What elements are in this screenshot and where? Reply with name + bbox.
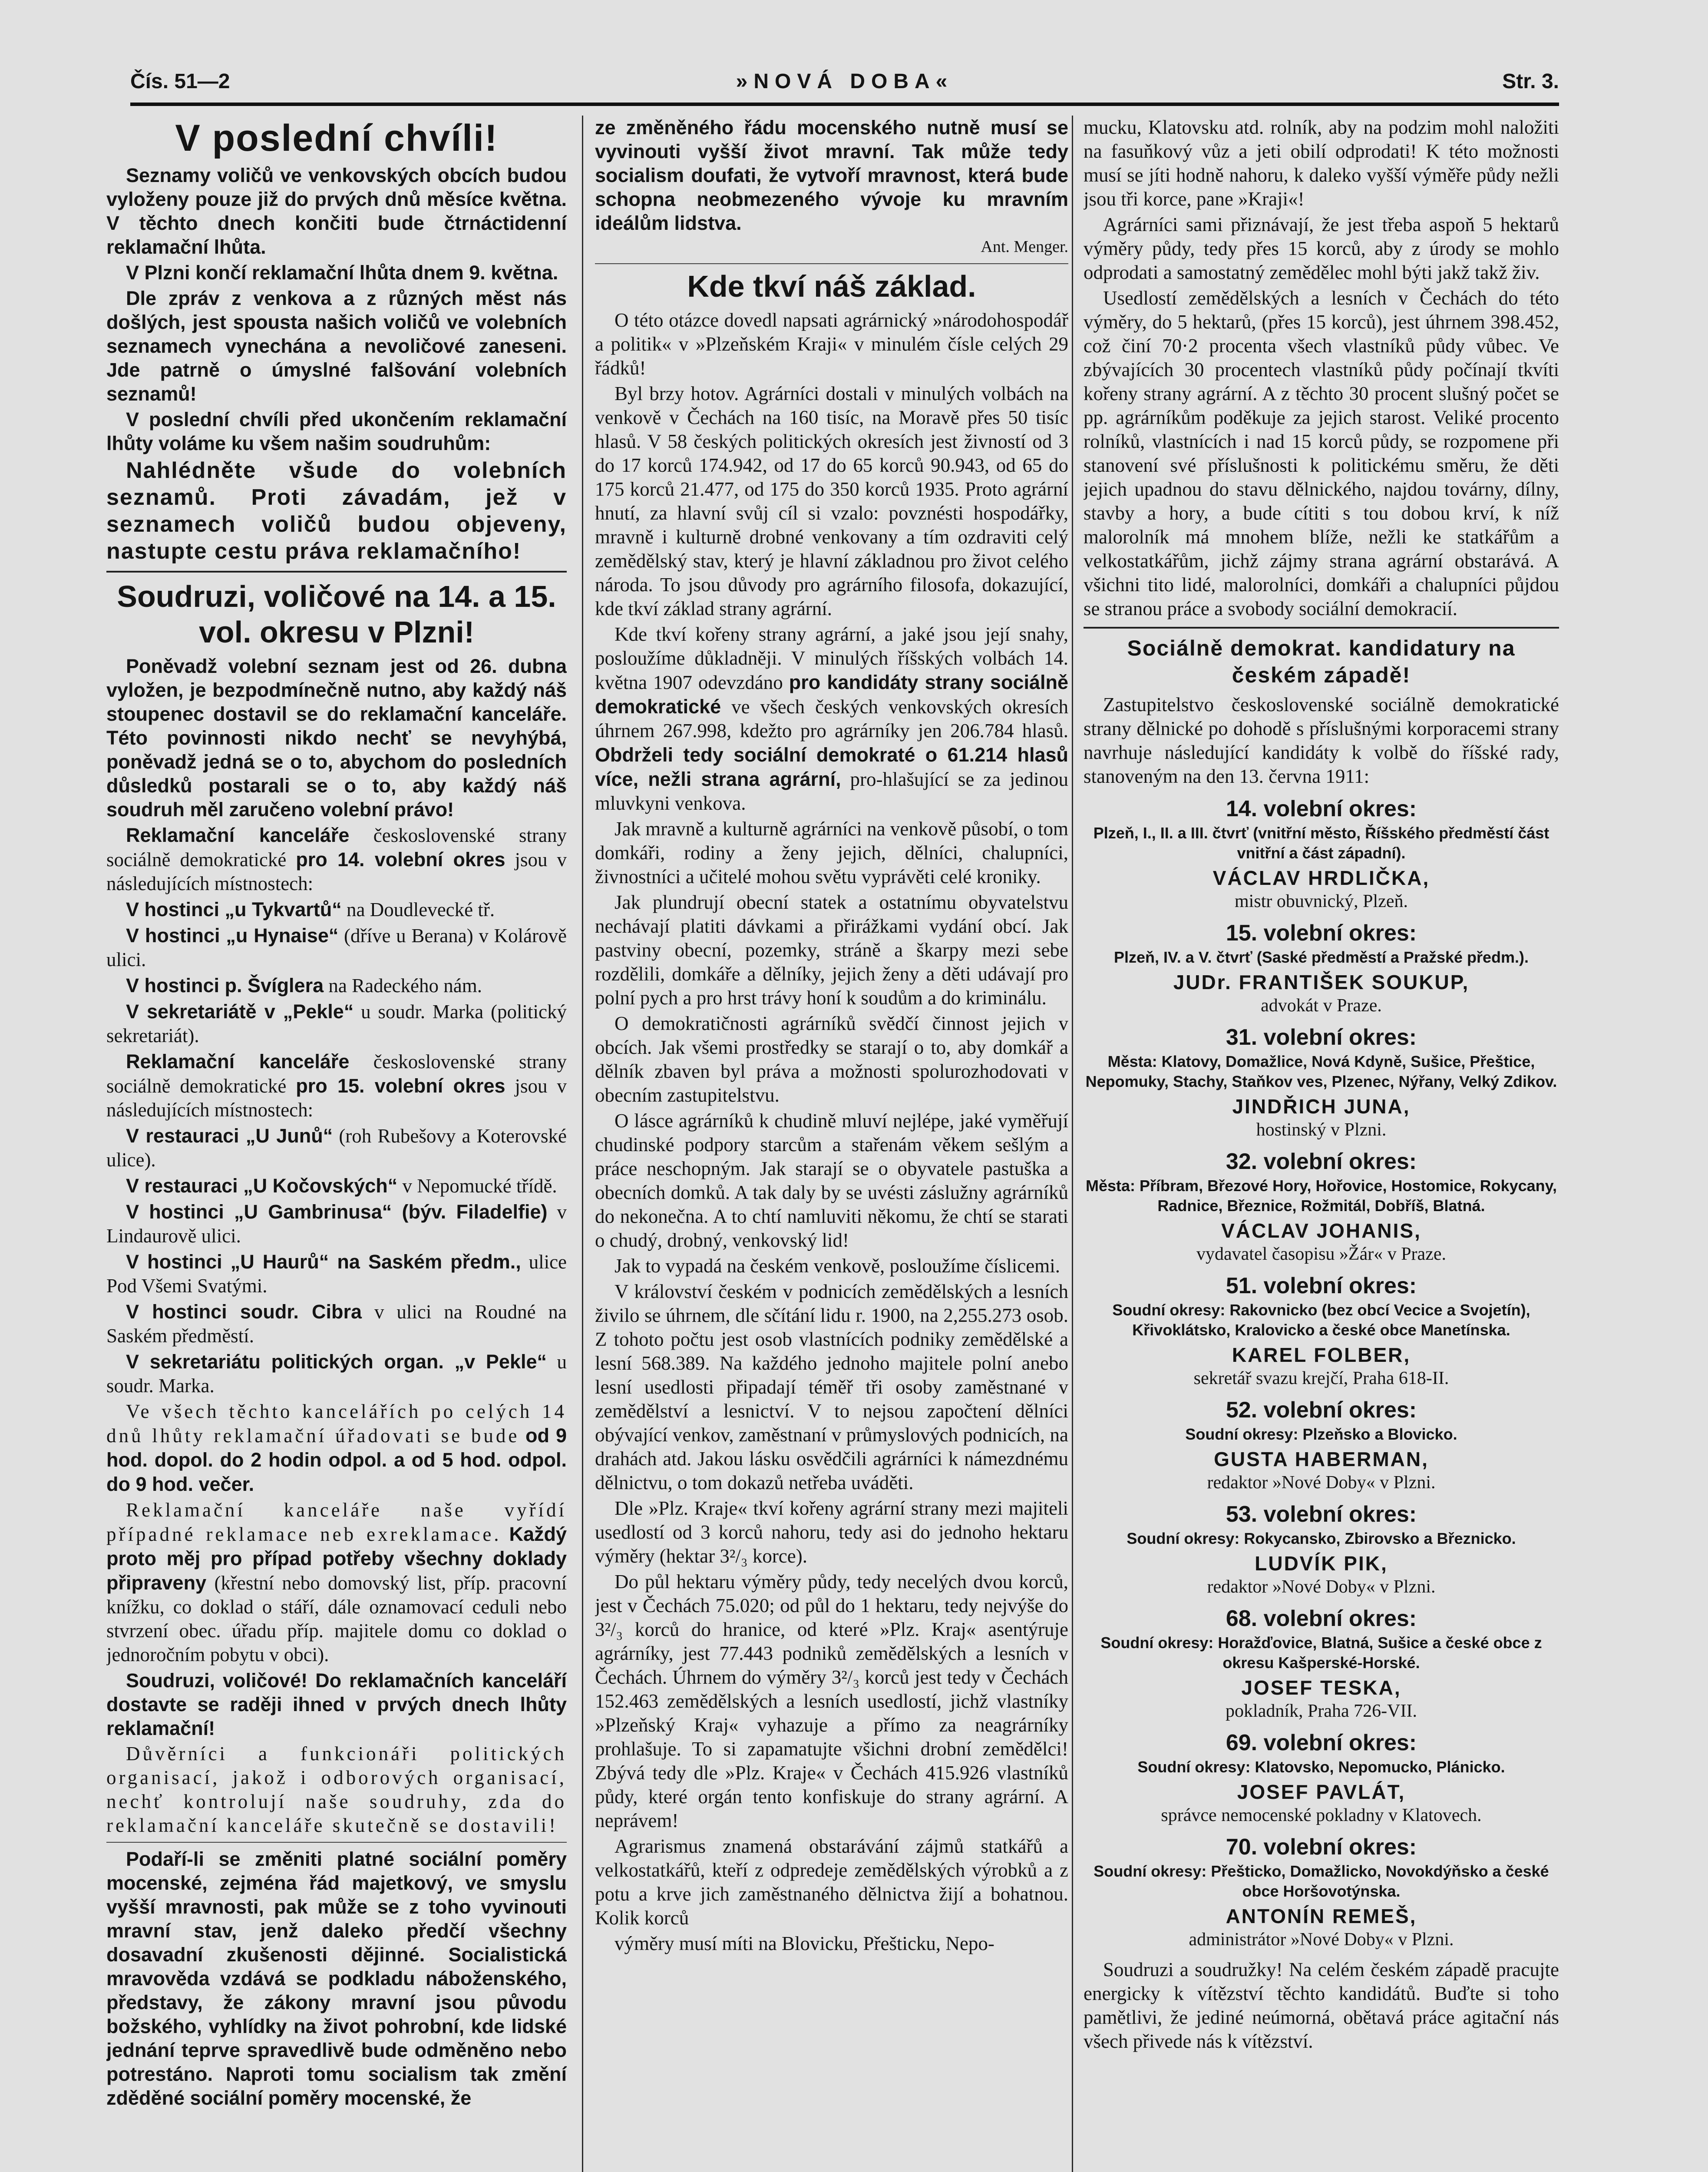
venue-name: V sekretariátu politických organ. „v Pekle“	[126, 1351, 547, 1373]
issue-number: Čís. 51—2	[130, 70, 230, 93]
paragraph: Do půl hektaru výměry půdy, tedy necelých dvou korců, jest v Čechách 75.020; od půl do 1 hektaru, tedy nejvýše do 3²/₃ korců do hranice, od které »Plz. Kraj« asentýruje agrárníky, jest 77.443 podniků zemědělských a lesních v Čechách. Úhrnem do výměry 3²/₃ korců jest tedy v Čechách 152.463 zemědělských a lesních usedlostí, jichž vlastníky »Plzeňský Kraj« vyhazuje a přímo za neagrárníky prohlašuje. To si zapamatujte všichni drobní zemědělci! Zbývá tedy dle »Plz. Kraje« v Čechách 415.926 vlastníků půdy, které orgán tento konfiskuje do strany agrární. A neprávem!	[595, 1571, 1068, 1831]
paragraph: Soudruzi a soudružky! Na celém českém západě pracujte energicky k vítězství těchto kandidátů. Buďte si toho pamětlivi, že jediné neúmorná, obětavá práce agitační nás všech přivede nás k vítězství.	[1084, 1959, 1559, 2052]
paragraph: Soudruzi, voličové! Do reklamačních kanceláří dostavte se raději ihned v prvých dnech lhůty reklamační!	[106, 1669, 567, 1739]
candidate-occupation: vydavatel časopisu »Žár« v Praze.	[1196, 1244, 1446, 1264]
paragraph	[106, 1498, 567, 1667]
list-item	[106, 1124, 567, 1172]
district-title: 15. volební okres:	[1226, 920, 1417, 946]
district-title: 69. volební okres:	[1226, 1730, 1417, 1755]
paragraph: O demokratičnosti agrárníků svědčí činnost jejich v obcích. Jak všemi prostředky se starají o to, aby domkář a dělník zbaven byl práva a možnosti spolurozhodovati v obecním zastupitelstvu.	[595, 1013, 1068, 1106]
district-area: Soudní okresy: Přešticko, Domažlicko, Novokdýňsko a české obce Horšovotýnska.	[1094, 1862, 1549, 1900]
venue-name: V hostinci „u Hynaise“	[126, 924, 339, 947]
candidate-name: GUSTA HABERMAN,	[1214, 1448, 1429, 1470]
inline-bold: od 9 hod. dopol. do 2 hodin odpol. a od 5 hod. odpol. do 9 hod. večer.	[106, 1424, 567, 1495]
paragraph: mucku, Klatovsku atd. rolník, aby na podzim mohl naložiti na fasuňkový vůz a jeti obilí odprodati! K této možnosti musí se jíti hodně nahoru, k daleko vyšší výměře půdy nežli jsou tři korce, pane »Kraji«!	[1084, 116, 1559, 210]
candidate-name: VÁCLAV JOHANIS,	[1221, 1219, 1421, 1242]
district-title: 31. volební okres:	[1226, 1025, 1417, 1050]
inline-text: (křestní nebo domovský list, příp. pracovní knížku, co doklad o stáří, dále oznamovací ceduli nebo stvrzení obec. úřadu příp. majitele domu co doklad o jednoročním pobytu v obci).	[106, 1572, 567, 1665]
inline-bold: Reklamační kanceláře	[126, 1050, 350, 1073]
district-title: 14. volební okres:	[1226, 796, 1417, 821]
list-item	[106, 973, 567, 998]
venue-address: (dříve u Berana) v Kolárově ulici.	[106, 925, 567, 970]
inline-text: československé strany sociálně demokratické	[106, 824, 567, 871]
district-title: 70. volební okres:	[1226, 1834, 1417, 1860]
paragraph: výměry musí míti na Blovicku, Přešticku, Nepo-	[614, 1933, 994, 1954]
paragraph: Poněvadž volební seznam jest od 26. dubna vyložen, je bezpodmínečně nutno, aby každý náš stoupenec dostavil se do reklamační kanceláře. Této povinnosti nikdo nechť se nevyhýbá, poněvadž jedná se o to, abychom do posledních důsledků postarali se o to, aby každý náš soudruh měl zaručeno volební právo!	[106, 655, 567, 821]
venue-address: v Lindaurově ulici.	[106, 1201, 567, 1247]
paragraph	[595, 622, 1068, 815]
venue-name: V hostinci p. Švíglera	[126, 974, 324, 997]
district-title: 68. volební okres:	[1226, 1606, 1417, 1631]
candidate-occupation: redaktor »Nové Doby« v Plzni.	[1207, 1577, 1436, 1597]
candidate-occupation: redaktor »Nové Doby« v Plzni.	[1207, 1473, 1436, 1493]
district-area: Soudní okresy: Rokycansko, Zbirovsko a Březnicko.	[1127, 1530, 1516, 1547]
venue-address: u soudr. Marka.	[106, 1351, 567, 1397]
paragraph: ze změněného řádu mocenského nutně musí se vyvinouti vyšší život mravní. Tak může tedy socialism doufati, že vytvoří mravnost, která bude schopna neobmezeného vývoje ku mravním ideálům lidstva.	[595, 116, 1068, 234]
candidate-occupation: hostinský v Plzni.	[1256, 1120, 1387, 1140]
district-area: Soudní okresy: Horažďovice, Blatná, Sušice a české obce z okresu Kašperské-Horské.	[1100, 1634, 1542, 1672]
candidate-name: JOSEF TESKA,	[1241, 1676, 1401, 1699]
paragraph: Jak plundrují obecní statek a ostatnímu obyvatelstvu nechávají platiti dávkami a přirážkami vydání obcí. Jak pastviny obecní, pozemky, stráně a škarpy mezi sebe rozdělili, domkáře a dělníky, jejich ženy a děti udávají pro polní pych a pro hrst trávy honí k soudům a do kriminálu.	[595, 891, 1068, 1009]
section-divider	[106, 1842, 567, 1843]
venue-name: V hostinci „U Gambrinusa“ (býv. Filadelfie)	[126, 1201, 548, 1223]
inline-text: československé strany sociálně demokratické	[106, 1051, 567, 1097]
candidate-name: JUDr. FRANTIŠEK SOUKUP,	[1173, 971, 1470, 993]
venue-address: v Nepomucké třídě.	[402, 1175, 557, 1197]
paragraph: V Plzni končí reklamační lhůta dnem 9. května.	[126, 262, 558, 284]
list-item	[106, 924, 567, 972]
candidate-occupation: pokladník, Praha 726-VII.	[1226, 1701, 1417, 1721]
inline-text: Ve všech těchto kancelářích po celých 14 dnů lhůty reklamační úřadovati se bude	[106, 1401, 567, 1447]
candidate-occupation: advokát v Praze.	[1261, 996, 1382, 1016]
column-left	[106, 116, 567, 2172]
paragraph: Zastupitelstvo československé sociálně demokratické strany dělnické po dohodě s příslušnými korporacemi strany navrhuje následující kandidáty k volbě do říšské rady, stanoveným na den 13. června 1911:	[1084, 694, 1559, 787]
list-item	[106, 1200, 567, 1248]
inline-bold: pro 14. volební okres	[296, 848, 505, 871]
running-header	[130, 70, 1559, 100]
candidate-name: JINDŘICH JUNA,	[1232, 1095, 1411, 1118]
inline-text: Reklamační kanceláře naše vyřídí případné reklamace neb exreklamace.	[106, 1499, 567, 1545]
article-headline: Kde tkví náš základ.	[687, 269, 976, 303]
inline-text: jsou v následujících místnostech:	[106, 1075, 567, 1121]
candidate-occupation: administrátor »Nové Doby« v Plzni.	[1189, 1930, 1454, 1950]
list-item	[106, 897, 567, 922]
page-number: Str. 3.	[1502, 70, 1559, 93]
paragraph-emphasis: Nahlédněte všude do volebních seznamů. Proti závadám, jež v seznamech voličů budou objeveny, nastupte cestu práva reklamačního!	[106, 458, 567, 564]
list-item	[106, 1300, 567, 1348]
candidate-occupation: mistr obuvnický, Plzeň.	[1235, 891, 1408, 911]
candidate-name: JOSEF PAVLÁT,	[1237, 1781, 1406, 1803]
venue-name: V hostinci „U Haurů“ na Saském předm.,	[126, 1251, 521, 1273]
district-area: Soudní okresy: Rakovnicko (bez obcí Vecice a Svojetín), Křivoklátsko, Kralovicko a české obce Manetínska.	[1112, 1301, 1530, 1339]
venue-name: V hostinci soudr. Cibra	[126, 1301, 362, 1323]
section-divider	[106, 571, 567, 573]
masthead-title: »NOVÁ DOBA«	[736, 70, 954, 93]
paragraph	[106, 1050, 567, 1122]
inline-bold: pro 15. volební okres	[296, 1075, 505, 1097]
venue-address: u soudr. Marka (politický sekretariát).	[106, 1001, 567, 1046]
inline-bold: Reklamační kanceláře	[126, 824, 350, 846]
inline-text: Kde tkví kořeny strany agrární, a jaké jsou její snahy, posloužíme důkladněji. V minulých říšských volbách 14. května 1907 odevzdáno	[595, 623, 1068, 693]
paragraph: Jak mravně a kulturně agrárníci na venkově působí, o tom domkáři, rodiny a ženy jejich, dělníci, chalupníci, živnostníci a učitelé mohou světu vyprávěti celé kroniky.	[595, 818, 1068, 887]
district-area: Soudní okresy: Plzeňsko a Blovicko.	[1185, 1425, 1457, 1443]
paragraph	[106, 1400, 567, 1497]
section-headline: Soudruzi, voličové na 14. a 15. vol. okresu v Plzni!	[117, 579, 556, 649]
paragraph: O lásce agrárníků k chudině mluví nejlépe, jaké vyměřují chudinské podpory starcům a stařenám věkem sešlým a práce neschopným. Jak starají se o obyvatele pastuška a obecních domků. A tak daly by se uvésti záslužny agrárníků do nekonečna. A to chtí namluviti někomu, že chtí se starati o chudý, drobný, venkovský lid!	[595, 1110, 1068, 1251]
inline-text: jsou v následujících místnostech:	[106, 849, 567, 894]
venue-name: V restauraci „U Kočovských“	[126, 1175, 398, 1197]
paragraph: Dle zpráv z venkova a z různých měst nás došlých, jest spousta našich voličů ve volebních seznamech vynechána a nevoličové zaneseni. Jde patrně o úmyslné falšování volebních seznamů!	[106, 287, 567, 405]
paragraph: Usedlostí zemědělských a lesních v Čechách do této výměry, do 5 hektarů, (přes 15 korců), jest úhrnem 398.452, což činí 70·2 procenta všech vlastníků půdy vůbec. Ve zbývajících 30 procentech vlastníků půdy počínají tkvíti kořeny strany agrární. A z těchto 30 procent slušný počet se pp. agrárníkům poděkuje za jejich starost. Veliké procento rolníků, vlastnících i nad 15 korců půdy, se rozpomene při stanovení své příslušnosti k politickému směru, že děti jejich upadnou do stavu dělnického, najdou továrny, dílny, stavby a hory, a bude cítiti s tou dobou krví, k níž malorolník má mnohem blíže, nežli ke statkářům a velkostatkářům, jichž zájmy strana agrární obstarává. A všichni tito lidé, malorolníci, domkáři a chalupníci půjdou se stranou práce a svobody sociální demokracií.	[1084, 287, 1559, 619]
section-divider	[595, 263, 1068, 264]
article-headline: V poslední chvíli!	[175, 117, 498, 159]
district-area: Plzeň, I., II. a III. čtvrť (vnitřní město, Říšského předměstí část vnitřní a část západní).	[1093, 824, 1549, 862]
district-area: Města: Klatovy, Domažlice, Nová Kdyně, Sušice, Přeštice, Nepomuky, Stachy, Staňkov ves, Plzenec, Nýřany, Velký Zdikov.	[1085, 1053, 1557, 1090]
district-area: Města: Příbram, Březové Hory, Hořovice, Hostomice, Rokycany, Radnice, Březnice, Rožmitál, Dobříš, Blatná.	[1085, 1177, 1557, 1215]
column-right	[1084, 116, 1559, 2172]
paragraph: Jak to vypadá na českém venkově, posloužíme číslicemi.	[614, 1255, 1060, 1277]
venue-address: ulice Pod Všemi Svatými.	[106, 1251, 567, 1297]
paragraph: Dle »Plz. Kraje« tkví kořeny agrární strany mezi majiteli usedlostí od 3 korců nahoru, tedy asi do jednoho hektaru výměry (hektar 3²/₃ korce).	[595, 1497, 1068, 1567]
venue-name: V sekretariátě v „Pekle“	[126, 1000, 354, 1023]
district-title: 53. volební okres:	[1226, 1502, 1417, 1527]
inline-bold: Obdrželi tedy sociální demokraté o 61.214 hlasů více, nežli strana agrární,	[595, 744, 1068, 790]
section-headline: Sociálně demokrat. kandidatury na českém západě!	[1127, 636, 1516, 687]
venue-name: V restauraci „U Junů“	[126, 1125, 333, 1147]
venue-name: V hostinci „u Tykvartů“	[126, 898, 342, 920]
list-item	[106, 1174, 567, 1198]
venue-address: na Radeckého nám.	[328, 975, 482, 997]
paragraph: Agrárníci sami přiznávají, že jest třeba aspoň 5 hektarů výměry půdy, tedy přes 15 korců, aby z úrody se mohlo odprodati a samostatný zemědělec mohl býti jakž takž živ.	[1084, 214, 1559, 283]
venue-address: v ulici na Roudné na Saském předměstí.	[106, 1301, 567, 1347]
venue-address: (roh Rubešovy a Koterovské ulice).	[106, 1125, 567, 1171]
column-separator	[1072, 116, 1073, 2172]
inline-bold: Každý proto měj pro případ potřeby všechny doklady připraveny	[106, 1523, 567, 1594]
district-area: Soudní okresy: Klatovsko, Nepomucko, Plánicko.	[1137, 1758, 1505, 1776]
paragraph: Seznamy voličů ve venkovských obcích budou vyloženy pouze již do prvých dnů měsíce května. V těchto dnech končiti bude čtrnáctidenní reklamační lhůta.	[106, 164, 567, 258]
paragraph: Podaří-li se změniti platné sociální poměry mocenské, zejména řád majetkový, ve smyslu vyšší mravnosti, pak může se z toho vyvinouti mravní stav, jenž daleko předčí všechny dosavadní zkušenosti dějinné. Socialistická mravověda vzdává se podkladu náboženského, představy, že zákony mravní jsou původu božského, vyhlídky na život pohrobní, kde lidské jednání teprve spravedlivě bude odměněno nebo potrestáno. Naproti tomu socialism tak změní zděděné sociální poměry mocenské, že	[106, 1848, 567, 2109]
list-item	[106, 1250, 567, 1298]
inline-text: ve všech českých venkovských okresích úhrnem 267.998, kdežto pro agrárníky jen 206.784 hlasů.	[595, 696, 1068, 742]
district-title: 51. volební okres:	[1226, 1273, 1417, 1298]
candidate-occupation: správce nemocenské pokladny v Klatovech.	[1161, 1805, 1482, 1825]
paragraph: Byl brzy hotov. Agrárníci dostali v minulých volbách na venkově v Čechách na 160 tisíc, na Moravě přes 50 tisíc hlasů. V 58 českých politických okresích jest živností od 3 do 17 korců 174.942, od 17 do 65 korců 90.943, od 65 do 175 korců 21.477, od 175 do 350 korců 1935. Proto agrární hnutí, za hlavní svůj cíl si vzalo: povznésti hospodářky, mravně i kulturně drobné venkovany a tím ozdraviti celý zemědělský stav, který je hlavní základnou pro život celého národa. To jsou důvody pro agrárního filosofa, dokazující, kde tkví základ strany agrární.	[595, 383, 1068, 619]
district-title: 52. volební okres:	[1226, 1397, 1417, 1423]
header-rule	[130, 103, 1559, 106]
paragraph: Důvěrníci a funkcionáři politických organisací, jakož i odborových organisací, nechť kontrolují naše soudruhy, zda do reklamační kanceláře skutečně se dostavili!	[106, 1743, 567, 1836]
venue-address: na Doudlevecké tř.	[347, 899, 495, 920]
paragraph: Agrarismus znamená obstarávání zájmů statkářů a velkostatkářů, kteří z odpredeje zemědělských výrobků a z potu a krve jich zaměstnaného dělnictva žijí a bohatnou. Kolik korců	[595, 1835, 1068, 1929]
column-middle	[595, 116, 1068, 2172]
candidate-name: VÁCLAV HRDLIČKA,	[1212, 867, 1430, 889]
quote-attribution: Ant. Menger.	[981, 238, 1068, 256]
column-separator	[582, 116, 583, 2172]
paragraph: V království českém v podnicích zemědělských a lesních živilo se úhrnem, dle sčítání lidu r. 1900, na 2,255.273 osob. Z tohoto počtu jest osob vlastnících podniky zemědělské a lesní 568.389. Na každého jednoho majitele polní anebo lesní usedlosti připadají téměř tři osoby zaměstnané v zemědělství a lesnictví. V to nejsou započtení dělníci obývající venkov, zaměstnaní v průmyslových podnicích, na drahách atd. Jakou lásku osvědčili agrárníci k námezdnému dělnictvu, o tom dokazů netřeba uváděti.	[595, 1281, 1068, 1493]
list-item	[106, 1000, 567, 1048]
section-divider	[1084, 627, 1559, 629]
candidate-occupation: sekretář svazu krejčí, Praha 618-II.	[1193, 1368, 1449, 1388]
inline-bold: pro kandidáty strany sociálně demokratické	[595, 671, 1068, 718]
list-item	[106, 1350, 567, 1398]
district-title: 32. volební okres:	[1226, 1149, 1417, 1174]
district-area: Plzeň, IV. a V. čtvrť (Saské předměstí a Pražské předm.).	[1113, 948, 1529, 966]
candidate-name: ANTONÍN REMEŠ,	[1226, 1905, 1417, 1927]
candidate-name: LUDVÍK PIK,	[1255, 1552, 1388, 1575]
candidate-name: KAREL FOLBER,	[1232, 1344, 1411, 1366]
paragraph: V poslední chvíli před ukončením reklamační lhůty voláme ku všem našim soudruhům:	[106, 408, 567, 454]
paragraph	[106, 823, 567, 896]
inline-text: pro-hlašující se za jedinou mluvkyni venkova.	[595, 768, 1068, 814]
paragraph: O této otázce dovedl napsati agrárnický »národohospodář a politik« v »Plzeňském Kraji« v minulém čísle celých 29 řádků!	[595, 309, 1068, 379]
